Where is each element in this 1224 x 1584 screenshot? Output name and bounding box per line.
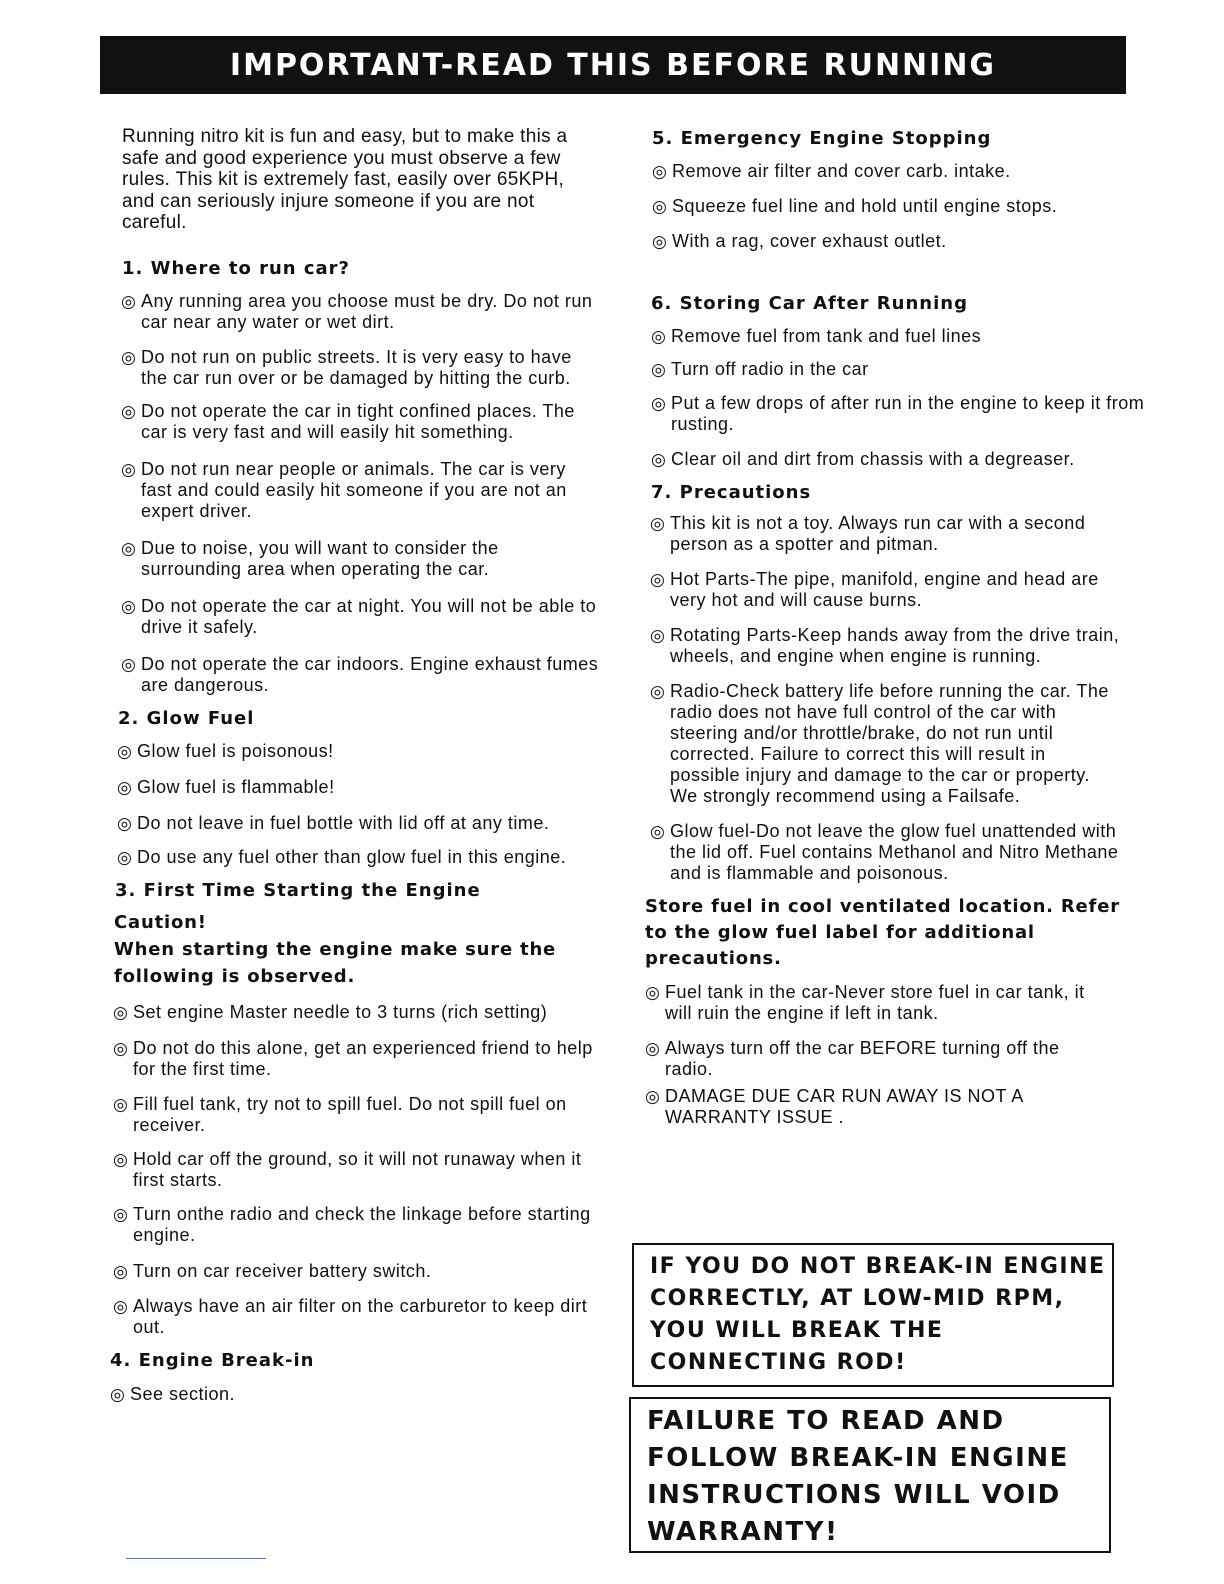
list-item: ◎ Turn onthe radio and check the linkage before starting engine. xyxy=(113,1203,591,1245)
bullet-icon: ◎ xyxy=(113,1296,129,1316)
bullet-icon: ◎ xyxy=(121,401,137,421)
bullet-icon: ◎ xyxy=(652,232,668,251)
break-in-warning-text: IF YOU DO NOT BREAK-IN ENGINE CORRECTLY, AT LOW-MID RPM, YOU WILL BREAK THE CONNECTING ROD! xyxy=(650,1254,1106,1375)
bullet-icon: ◎ xyxy=(121,654,137,674)
list-item: ◎ Remove fuel from tank and fuel lines xyxy=(651,326,982,346)
list-item: ◎ Fuel tank in the car-Never store fuel in car tank, it will ruin the engine if left in tank. xyxy=(645,982,1085,1023)
bullet-icon: ◎ xyxy=(121,459,137,479)
break-in-warning-box xyxy=(632,1243,1114,1387)
list-item: ◎ Always have an air filter on the carburetor to keep dirt out. xyxy=(113,1295,588,1337)
bullet-icon: ◎ xyxy=(652,162,668,181)
list-item: ◎ Do not leave in fuel bottle with lid off at any time. xyxy=(117,812,550,833)
right-column xyxy=(645,126,1145,1128)
bullet-icon: ◎ xyxy=(113,1094,129,1114)
bullet-icon: ◎ xyxy=(651,360,667,379)
list-item: ◎ Any running area you choose must be dry. Do not run car near any water or wet dirt. xyxy=(121,290,593,332)
section-first-start-list xyxy=(113,1002,602,1338)
list-item: ◎ Do not operate the car in tight confined places. The car is very fast and will easily hit something. xyxy=(121,400,575,442)
section-title-first-start: 3. First Time Starting the Engine xyxy=(115,879,481,901)
list-item: ◎ Clear oil and dirt from chassis with a degreaser. xyxy=(651,449,1075,469)
section-title-storing: 6. Storing Car After Running xyxy=(651,293,968,314)
section-title-precautions: 7. Precautions xyxy=(651,482,812,503)
list-item: ◎ With a rag, cover exhaust outlet. xyxy=(652,231,947,251)
bullet-icon: ◎ xyxy=(113,1038,129,1058)
store-fuel-note: Store fuel in cool ventilated location. Refer to the glow fuel label for additional precautions. xyxy=(645,896,1120,969)
list-item: ◎ Glow fuel is flammable! xyxy=(117,776,335,797)
list-item: ◎ Set engine Master needle to 3 turns (rich setting) xyxy=(113,1001,548,1022)
warranty-warning-box xyxy=(629,1397,1111,1553)
section-title-glow-fuel: 2. Glow Fuel xyxy=(118,707,255,729)
bullet-icon: ◎ xyxy=(113,1002,129,1022)
bullet-icon: ◎ xyxy=(113,1204,129,1224)
bullet-icon: ◎ xyxy=(652,197,668,216)
caution-label: Caution! xyxy=(114,911,207,933)
bullet-icon: ◎ xyxy=(650,682,666,701)
left-column xyxy=(112,126,602,1405)
list-item: ◎ See section. xyxy=(110,1383,236,1404)
list-item: ◎ Remove air filter and cover carb. intake. xyxy=(652,161,1011,181)
bullet-icon: ◎ xyxy=(113,1261,129,1281)
bullet-icon: ◎ xyxy=(117,741,133,761)
bullet-icon: ◎ xyxy=(110,1384,126,1404)
section-title-where: 1. Where to run car? xyxy=(122,257,351,279)
list-item: ◎ Glow fuel is poisonous! xyxy=(117,740,334,761)
list-item: ◎ Put a few drops of after run in the engine to keep it from rusting. xyxy=(651,393,1145,434)
list-item: ◎ Turn off radio in the car xyxy=(651,359,869,379)
bullet-icon: ◎ xyxy=(650,626,666,645)
list-item: ◎ Glow fuel-Do not leave the glow fuel unattended with the lid off. Fuel contains Methanol and Nitro Methane and is flammable and poisonous. xyxy=(650,821,1119,883)
list-item: ◎ Rotating Parts-Keep hands away from the drive train, wheels, and engine when engine is running. xyxy=(650,625,1120,666)
section-break-in-list xyxy=(110,1384,602,1405)
list-item: ◎ Hot Parts-The pipe, manifold, engine and head are very hot and will cause burns. xyxy=(650,569,1099,610)
section-title-break-in: 4. Engine Break-in xyxy=(110,1349,315,1371)
page-header xyxy=(100,36,1126,94)
list-item: ◎ Do not do this alone, get an experienced friend to help for the first time. xyxy=(113,1037,593,1079)
bullet-icon: ◎ xyxy=(117,847,133,867)
list-item: ◎ Squeeze fuel line and hold until engine stops. xyxy=(652,196,1058,216)
list-item: ◎ Hold car off the ground, so it will not runaway when it first starts. xyxy=(113,1148,582,1190)
bullet-icon: ◎ xyxy=(117,777,133,797)
bullet-icon: ◎ xyxy=(121,291,137,311)
warranty-warning-text: FAILURE TO READ AND FOLLOW BREAK-IN ENGINE INSTRUCTIONS WILL VOID WARRANTY! xyxy=(647,1406,1069,1547)
bullet-icon: ◎ xyxy=(645,1039,661,1058)
section-precautions-list xyxy=(650,513,1120,884)
bullet-icon: ◎ xyxy=(121,538,137,558)
section-precautions-list-2 xyxy=(645,982,1105,1128)
section-glow-fuel-list xyxy=(117,741,602,868)
bullet-icon: ◎ xyxy=(645,1087,661,1106)
caution-text: When starting the engine make sure the following is observed. xyxy=(114,938,557,987)
bullet-icon: ◎ xyxy=(651,450,667,469)
list-item: ◎ Do not operate the car indoors. Engine exhaust fumes are dangerous. xyxy=(121,653,599,695)
bullet-icon: ◎ xyxy=(651,394,667,413)
section-title-emergency: 5. Emergency Engine Stopping xyxy=(652,128,992,149)
section-emergency-list xyxy=(652,161,1145,252)
list-item: ◎ Turn on car receiver battery switch. xyxy=(113,1260,432,1281)
list-item: ◎ DAMAGE DUE CAR RUN AWAY IS NOT A WARRANTY ISSUE . xyxy=(645,1086,1023,1127)
bullet-icon: ◎ xyxy=(117,813,133,833)
list-item: ◎ Radio-Check battery life before running the car. The radio does not have full control of the car with steering and/or throttle/brake, do not run until corrected. Failure to correct this will result in possible injury and damage to the car or property. We strongly recommend using a Failsafe. xyxy=(650,681,1109,806)
bullet-icon: ◎ xyxy=(113,1149,129,1169)
page-title: IMPORTANT-READ THIS BEFORE RUNNING xyxy=(229,47,997,83)
section-where-list xyxy=(121,291,602,696)
list-item: ◎ Do not operate the car at night. You will not be able to drive it safely. xyxy=(121,595,597,637)
list-item: ◎ Do not run on public streets. It is very easy to have the car run over or be damaged by hitting the curb. xyxy=(121,346,572,388)
intro-paragraph: Running nitro kit is fun and easy, but to make this a safe and good experience you must observe a few rules. This kit is extremely fast, easily over 65KPH, and can seriously injure someone if you are not careful. xyxy=(122,126,568,233)
bullet-icon: ◎ xyxy=(651,327,667,346)
section-storing-list xyxy=(651,326,1145,470)
list-item: ◎ Do not run near people or animals. The car is very fast and could easily hit someone if you are not an expert driver. xyxy=(121,458,567,521)
list-item: ◎ Always turn off the car BEFORE turning off the radio. xyxy=(645,1038,1060,1079)
list-item: ◎ Due to noise, you will want to consider the surrounding area when operating the car. xyxy=(121,537,499,579)
list-item: ◎ This kit is not a toy. Always run car with a second person as a spotter and pitman. xyxy=(650,513,1086,554)
divider xyxy=(126,1558,266,1559)
bullet-icon: ◎ xyxy=(121,347,137,367)
bullet-icon: ◎ xyxy=(121,596,137,616)
bullet-icon: ◎ xyxy=(650,514,666,533)
bullet-icon: ◎ xyxy=(650,570,666,589)
bullet-icon: ◎ xyxy=(650,822,666,841)
list-item: ◎ Fill fuel tank, try not to spill fuel. Do not spill fuel on receiver. xyxy=(113,1093,567,1135)
bullet-icon: ◎ xyxy=(645,983,661,1002)
list-item: ◎ Do use any fuel other than glow fuel in this engine. xyxy=(117,846,567,867)
